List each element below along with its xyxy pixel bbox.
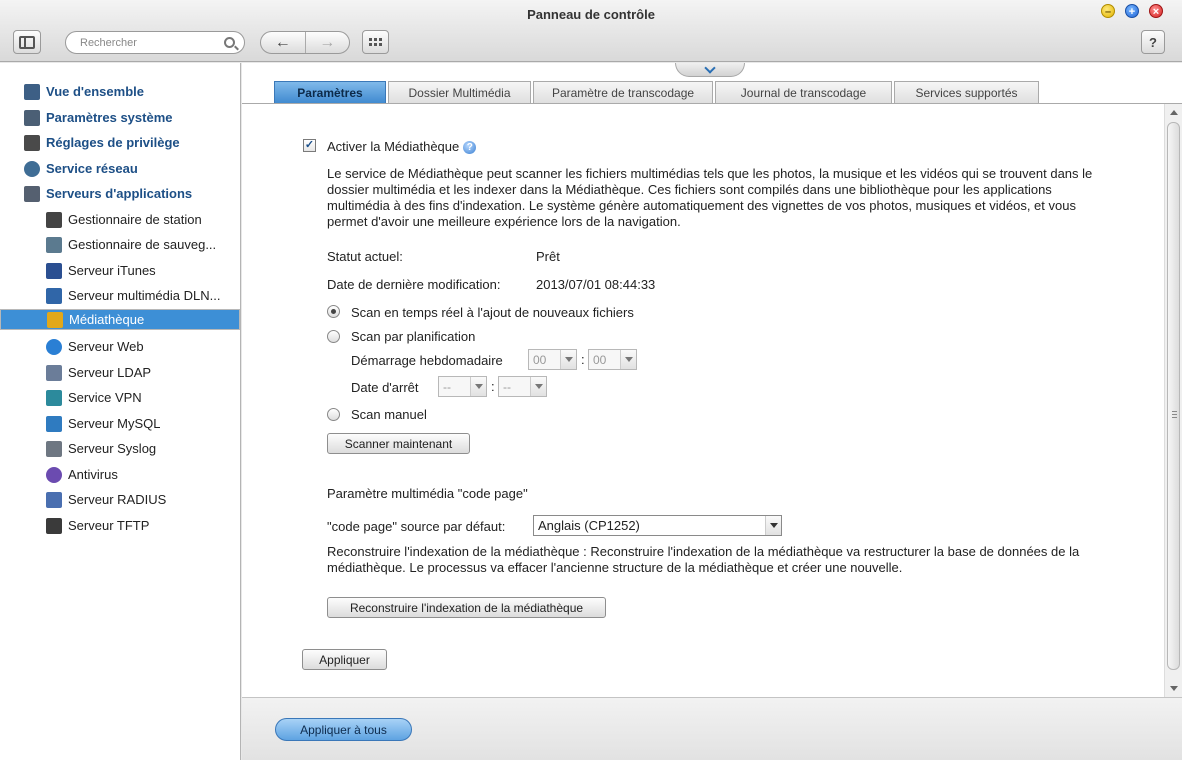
panel-icon [19, 36, 35, 49]
sidebar-item-label: Serveur Syslog [68, 441, 157, 456]
time-separator: : [491, 379, 495, 394]
scan-realtime-label: Scan en temps réel à l'ajout de nouveaux fichiers [351, 305, 634, 320]
sidebar-item-label: Serveur TFTP [68, 518, 150, 533]
web-icon [46, 339, 62, 355]
sidebar-item-gear[interactable] [0, 105, 240, 130]
sidebar-item-user[interactable] [0, 130, 240, 155]
sidebar-item-label: Serveur multimédia DLN... [68, 288, 221, 303]
back-arrow-icon[interactable]: ← [261, 32, 306, 53]
settings-content [242, 104, 1164, 697]
stop-date-label: Date d'arrêt [351, 380, 419, 395]
vpn-icon [46, 390, 62, 406]
sidebar-item-itunes[interactable] [0, 258, 240, 283]
close-icon[interactable]: × [1149, 4, 1163, 18]
title-bar [0, 0, 1182, 62]
mysql-icon [46, 416, 62, 432]
chevron-down-icon [704, 62, 715, 73]
rebuild-index-button[interactable]: Reconstruire l'indexation de la médiathèque [327, 597, 606, 618]
maximize-icon[interactable]: + [1125, 4, 1139, 18]
sidebar-item-label: Médiathèque [69, 312, 145, 327]
stop-a-select[interactable]: -- [438, 376, 487, 397]
last-modified-value: 2013/07/01 08:44:33 [536, 277, 656, 292]
history-nav [260, 31, 350, 54]
chevron-down-icon [530, 377, 546, 396]
start-minute-select[interactable]: 00 [588, 349, 637, 370]
sidebar-item-antivirus[interactable] [0, 462, 240, 487]
tftp-icon [46, 518, 62, 534]
sidebar-item-mysql[interactable] [0, 411, 240, 436]
last-modified-label: Date de dernière modification: [327, 277, 501, 292]
scan-schedule-label: Scan par planification [351, 329, 476, 344]
sidebar-item-radius[interactable] [0, 487, 240, 512]
main-panel [242, 63, 1182, 760]
tab-dossier-multimedia[interactable]: Dossier Multimédia [388, 81, 531, 104]
stop-b-select[interactable]: -- [498, 376, 547, 397]
window-title: Panneau de contrôle [527, 7, 655, 22]
scroll-up-icon[interactable] [1170, 110, 1178, 115]
antivirus-icon [46, 467, 62, 483]
search-input[interactable] [65, 31, 245, 54]
sidebar-item-tftp[interactable] [0, 513, 240, 538]
sidebar-item-backup[interactable] [0, 232, 240, 257]
scan-manual-radio[interactable] [327, 408, 340, 421]
help-button[interactable]: ? [1141, 30, 1165, 54]
chevron-down-icon [470, 377, 486, 396]
sidebar-item-vpn[interactable] [0, 385, 240, 410]
scroll-down-icon[interactable] [1170, 686, 1178, 691]
tab-services-supportes[interactable]: Services supportés [894, 81, 1039, 104]
scroll-thumb[interactable] [1167, 122, 1180, 670]
search-placeholder: Rechercher [80, 37, 137, 49]
apps-grid-button[interactable] [362, 30, 389, 54]
chevron-down-icon [560, 350, 576, 369]
apply-all-button[interactable]: Appliquer à tous [275, 718, 412, 741]
tab-parametre-transcodage[interactable]: Paramètre de transcodage [533, 81, 713, 104]
codepage-label: "code page" source par défaut: [327, 519, 506, 534]
media-library-icon [47, 312, 63, 328]
status-label: Statut actuel: [327, 249, 403, 264]
tab-parametres[interactable]: Paramètres [274, 81, 386, 104]
sidebar-item-label: Vue d'ensemble [46, 84, 144, 99]
globe-icon [24, 161, 40, 177]
syslog-icon [46, 441, 62, 457]
codepage-select[interactable]: Anglais (CP1252) [533, 515, 782, 536]
sidebar-item-label: Serveurs d'applications [46, 186, 193, 201]
sidebar-item-media-library[interactable] [0, 309, 240, 330]
start-hour-select[interactable]: 00 [528, 349, 577, 370]
backup-icon [46, 237, 62, 253]
sidebar-item-dlna[interactable] [0, 283, 240, 308]
weekly-start-label: Démarrage hebdomadaire [351, 353, 503, 368]
media-library-description: Le service de Médiathèque peut scanner les fichiers multimédias tels que les photos, la musique et les vidéos qui se trouvent dans le dossier multimédia et les indexer dans la Médiathèque. Ces fichiers sont compilés dans une bibliothèque pour les applications multimédia à des fins d'indexation. Le système génère automatiquement des vignettes de vos photos, musiques et vidéos, et vous permet d'avoir une meilleure expérience lors de la navigation. [327, 166, 1093, 229]
sidebar-item-label: Service réseau [46, 161, 138, 176]
scan-manual-label: Scan manuel [351, 407, 427, 422]
minimize-icon[interactable]: – [1101, 4, 1115, 18]
time-separator: : [581, 352, 585, 367]
tab-journal-transcodage[interactable]: Journal de transcodage [715, 81, 892, 104]
enable-media-library-label: Activer la Médiathèque [327, 139, 460, 154]
sidebar-item-label: Serveur MySQL [68, 416, 161, 431]
grid-icon [369, 38, 382, 46]
sidebar-item-globe[interactable] [0, 156, 240, 181]
help-icon[interactable]: ? [463, 141, 476, 154]
sidebar-item-syslog[interactable] [0, 436, 240, 461]
scan-schedule-radio[interactable] [327, 330, 340, 343]
scan-realtime-radio[interactable] [327, 305, 340, 318]
search-icon[interactable] [224, 37, 235, 48]
sidebar-item-label: Gestionnaire de sauveg... [68, 237, 217, 252]
sidebar-item-label: Antivirus [68, 467, 118, 482]
gear-icon [24, 110, 40, 126]
chevron-down-icon [620, 350, 636, 369]
sidebar-item-label: Serveur Web [68, 339, 144, 354]
sidebar-item-label: Service VPN [68, 390, 142, 405]
collapse-toggle[interactable] [675, 63, 745, 77]
scan-now-button[interactable]: Scanner maintenant [327, 433, 470, 454]
sidebar-item-label: Serveur iTunes [68, 263, 156, 278]
sidebar-item-label: Serveur LDAP [68, 365, 152, 380]
ldap-icon [46, 365, 62, 381]
radius-icon [46, 492, 62, 508]
itunes-icon [46, 263, 62, 279]
overview-icon [24, 84, 40, 100]
sidebar-item-label: Réglages de privilège [46, 135, 180, 150]
tab-bar [274, 81, 1041, 104]
sidebar-item-overview[interactable] [0, 79, 240, 104]
codepage-title: Paramètre multimédia "code page" [327, 486, 528, 501]
dlna-icon [46, 288, 62, 304]
server-icon [24, 186, 40, 202]
sidebar-item-server[interactable] [0, 181, 240, 206]
sidebar-item-camera[interactable] [0, 207, 240, 232]
scrollbar[interactable] [1164, 104, 1182, 697]
sidebar-item-label: Gestionnaire de station [68, 212, 202, 227]
home-button[interactable] [13, 30, 41, 54]
forward-arrow-icon[interactable]: → [319, 33, 336, 51]
footer-bar [242, 697, 1182, 760]
sidebar-item-label: Paramètres système [46, 110, 173, 125]
enable-media-library-checkbox[interactable]: ✓ [304, 139, 315, 151]
rebuild-description: Reconstruire l'indexation de la médiathèque : Reconstruire l'indexation de la médiathèque va restructurer la base de données de la médiathèque. Le processus va effacer l'ancienne structure de la médiathèque et créer une nouvelle. [327, 544, 1080, 575]
chevron-down-icon [765, 516, 781, 535]
status-value: Prêt [536, 249, 560, 264]
camera-icon [46, 212, 62, 228]
user-icon [24, 135, 40, 151]
sidebar-item-label: Serveur RADIUS [68, 492, 167, 507]
apply-button[interactable]: Appliquer [302, 649, 387, 670]
sidebar-item-web[interactable] [0, 334, 240, 359]
sidebar [0, 63, 241, 760]
sidebar-item-ldap[interactable] [0, 360, 240, 385]
